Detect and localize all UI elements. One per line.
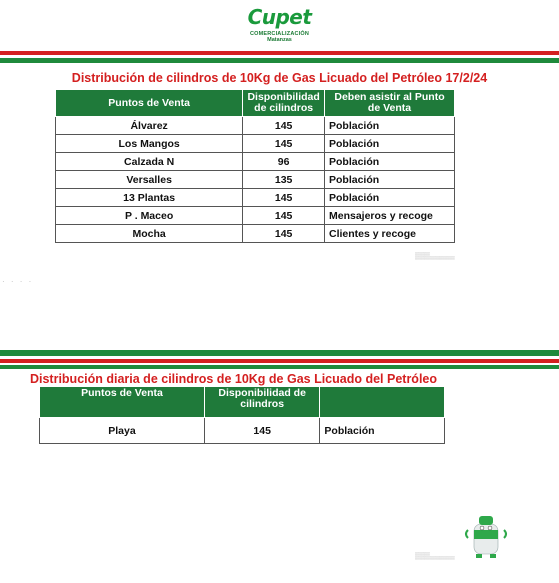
col-header-disponibilidad: Disponibilidad de cilindros — [243, 90, 325, 117]
section1-title: Distribución de cilindros de 10Kg de Gas Licuado del Petróleo 17/2/24 — [71, 71, 488, 85]
cell-asistir: Población — [320, 418, 445, 444]
watermark: ▒▒▒▒▒▒ ▒▒▒▒▒▒▒▒▒▒▒▒▒▒▒▒ — [415, 552, 455, 560]
cell-asistir: Población — [325, 171, 455, 189]
cell-asistir: Población — [325, 153, 455, 171]
watermark: ▒▒▒▒▒▒ ▒▒▒▒▒▒▒▒▒▒▒▒▒▒▒▒ — [415, 252, 455, 260]
table-row — [56, 117, 455, 135]
col-header-punto: Puntos de Venta — [56, 90, 243, 117]
cell-punto: Versalles — [56, 171, 243, 189]
faint-dots: · · · · — [2, 277, 34, 286]
table-row — [56, 189, 455, 207]
table-row — [56, 207, 455, 225]
table-row — [56, 225, 455, 243]
cell-asistir: Mensajeros y recoge — [325, 207, 455, 225]
cell-disp: 145 — [243, 225, 325, 243]
cell-punto: Mocha — [56, 225, 243, 243]
cell-disp: 145 — [243, 117, 325, 135]
green-stripe — [0, 365, 559, 369]
cell-disp: 145 — [204, 418, 319, 444]
col-header-disponibilidad: Disponibilidad de cilindros — [204, 387, 319, 418]
cupet-logo — [0, 6, 559, 43]
cell-punto: Los Mangos — [56, 135, 243, 153]
cell-punto: Álvarez — [56, 117, 243, 135]
cell-asistir: Clientes y recoge — [325, 225, 455, 243]
cell-asistir: Población — [325, 135, 455, 153]
col-header-empty — [320, 387, 445, 418]
cell-punto: P . Maceo — [56, 207, 243, 225]
daily-distribution-table — [39, 386, 445, 444]
logo-region: Matanzas — [267, 37, 292, 43]
cell-disp: 145 — [243, 135, 325, 153]
cell-disp: 145 — [243, 207, 325, 225]
distribution-table — [55, 89, 455, 243]
cell-disp: 96 — [243, 153, 325, 171]
cell-punto: 13 Plantas — [56, 189, 243, 207]
cell-punto: Playa — [40, 418, 205, 444]
cell-disp: 135 — [243, 171, 325, 189]
table-row — [56, 171, 455, 189]
col-header-punto: Puntos de Venta — [40, 387, 205, 418]
cell-disp: 145 — [243, 189, 325, 207]
gas-cylinder-mascot-icon — [460, 510, 512, 562]
section2-title: Distribución diaria de cilindros de 10Kg de Gas Licuado del Petróleo — [29, 372, 438, 386]
cell-asistir: Población — [325, 117, 455, 135]
logo-subtitle: COMERCIALIZACIÓN — [249, 31, 310, 37]
logo-brand: Cupet — [247, 5, 312, 29]
table-row — [56, 135, 455, 153]
table-row — [40, 418, 445, 444]
table-header-row — [56, 90, 455, 117]
col-header-asistir: Deben asistir al Punto de Venta — [325, 90, 455, 117]
cell-asistir: Población — [325, 189, 455, 207]
green-stripe — [0, 58, 559, 63]
cell-punto: Calzada N — [56, 153, 243, 171]
table-header-row — [40, 387, 445, 418]
table-row — [56, 153, 455, 171]
